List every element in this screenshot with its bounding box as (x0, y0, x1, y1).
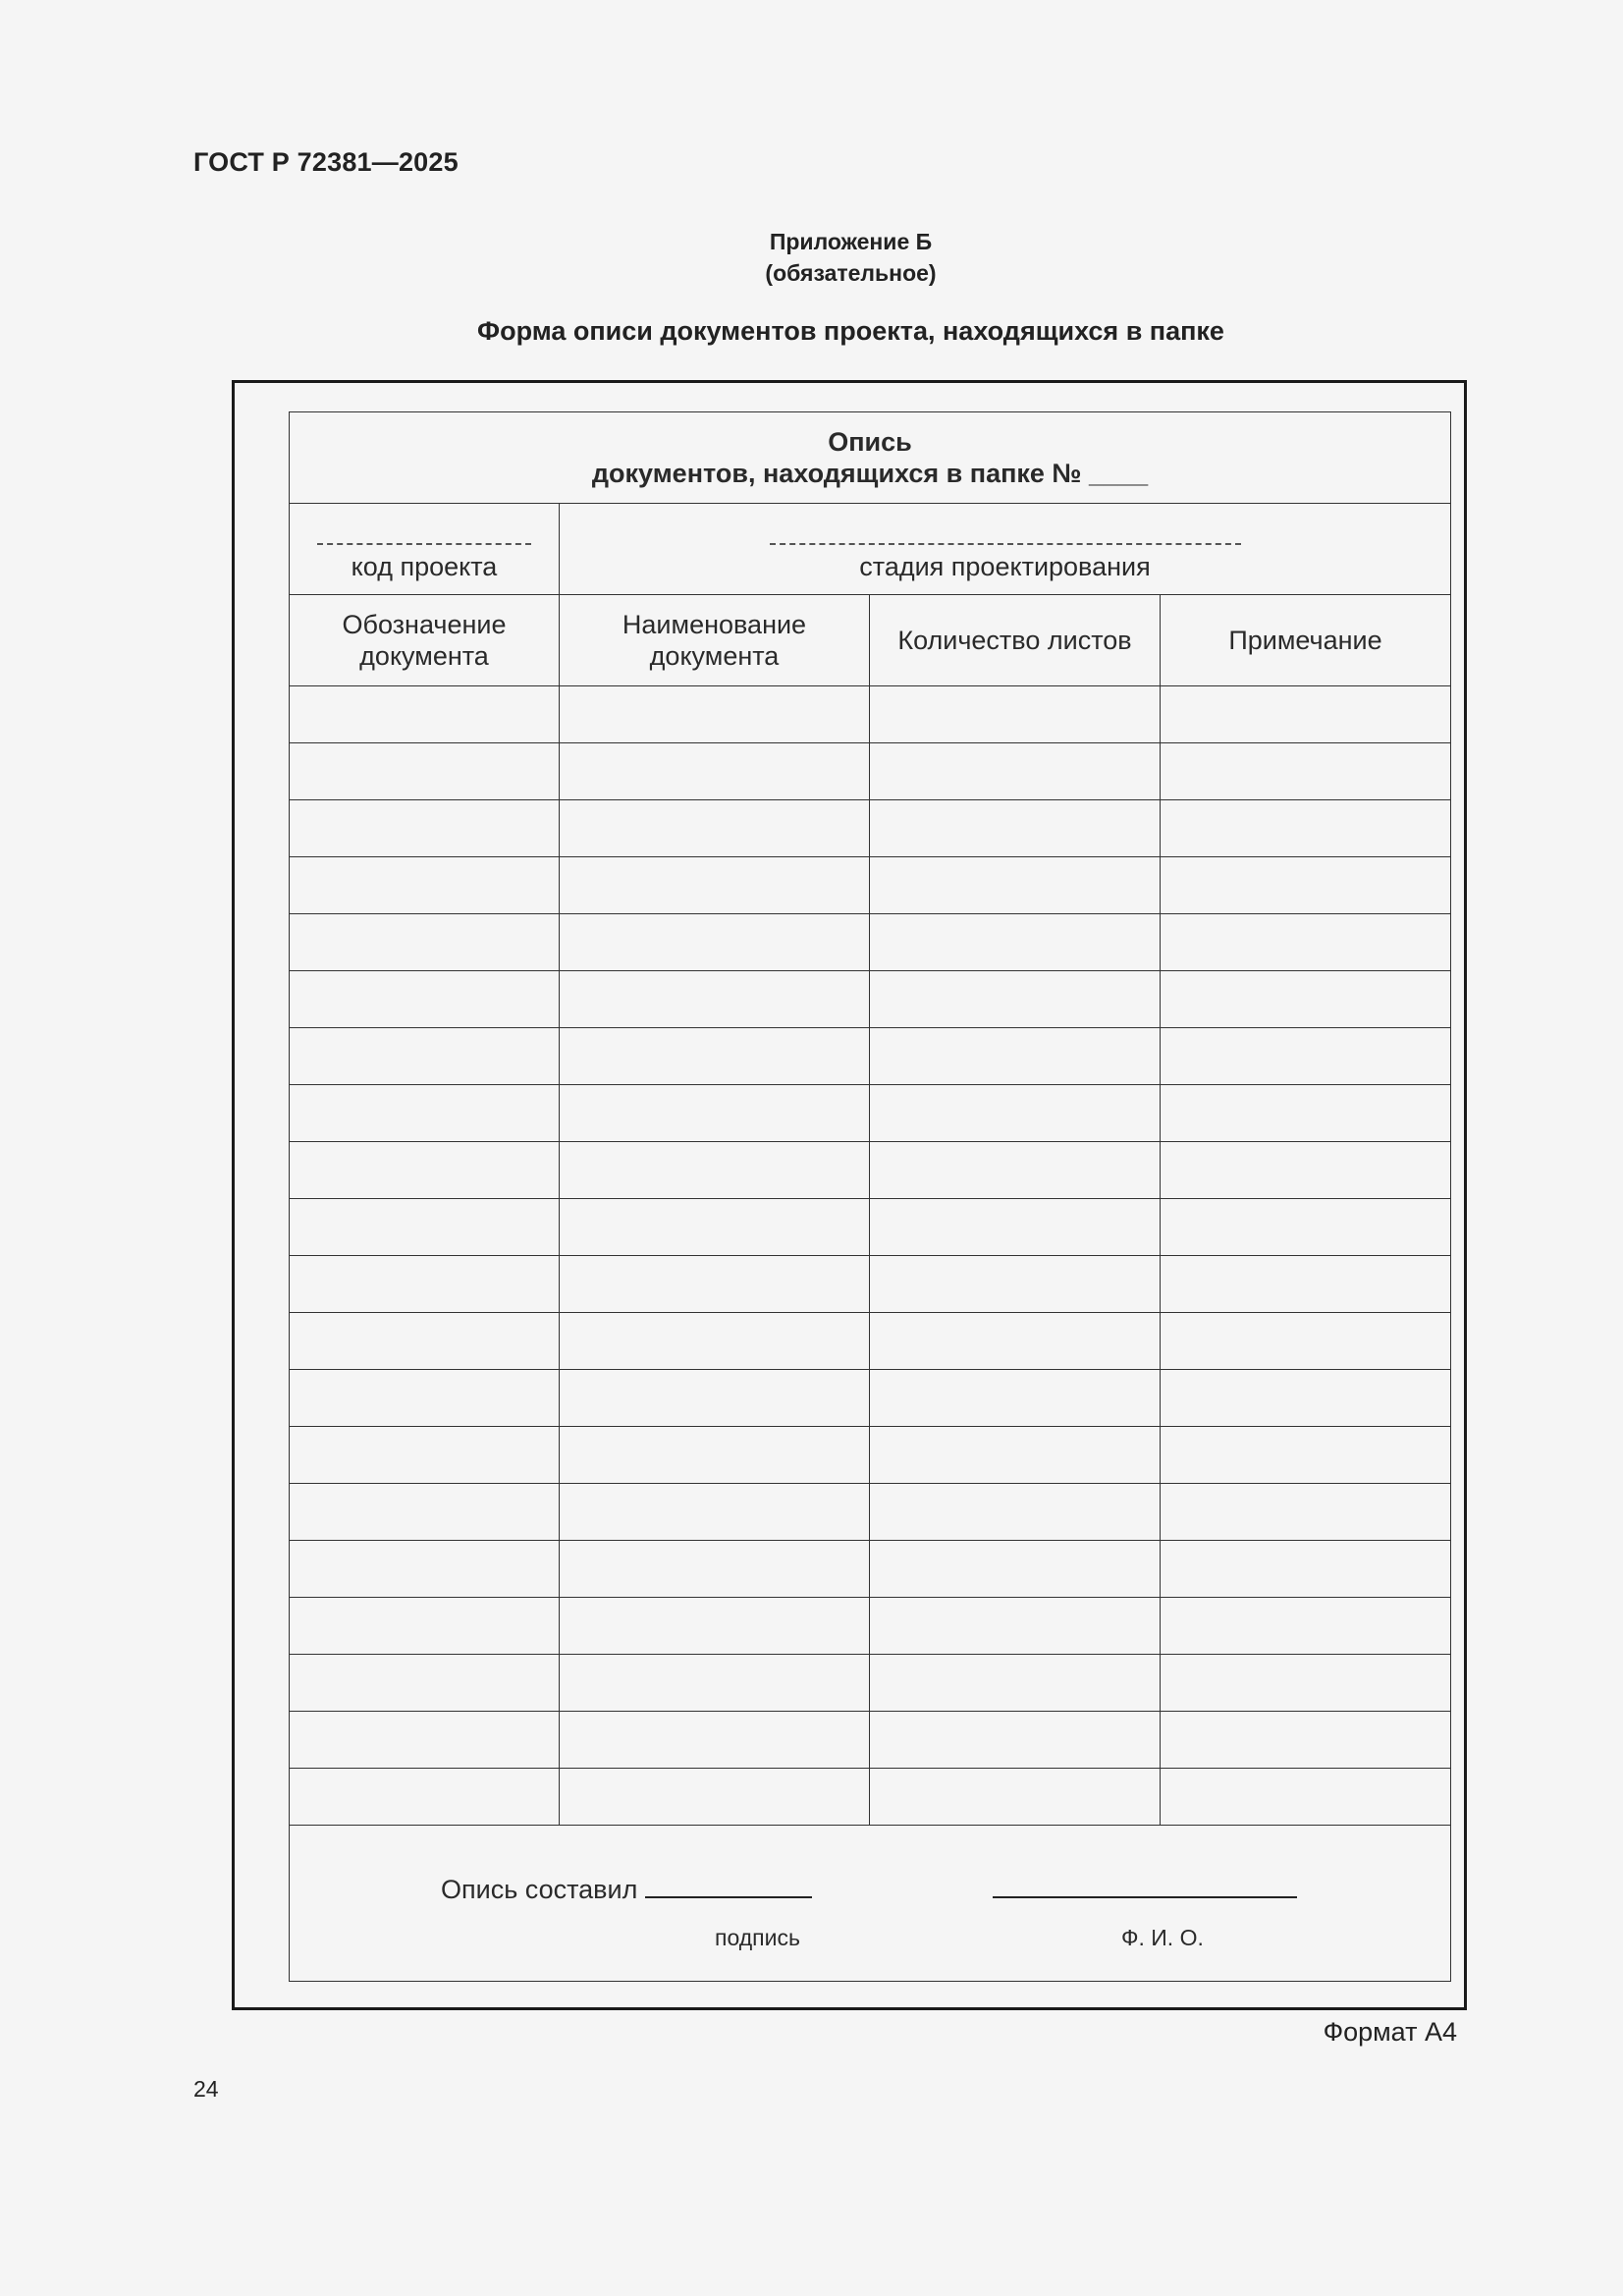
cell-remarks (1161, 743, 1451, 800)
cell-name (560, 857, 870, 914)
table-row (290, 857, 1451, 914)
cell-sheets (870, 743, 1161, 800)
table-row (290, 800, 1451, 857)
cell-remarks (1161, 1541, 1451, 1598)
table-row (290, 914, 1451, 971)
project-meta-row (290, 504, 1451, 595)
design-stage-blank (770, 543, 1241, 545)
table-row (290, 1712, 1451, 1769)
project-code-blank (317, 543, 531, 545)
cell-name (560, 1313, 870, 1370)
cell-sheets (870, 1427, 1161, 1484)
signature-cell (290, 1826, 1451, 1982)
cell-sheets (870, 1484, 1161, 1541)
cell-designation (290, 1199, 560, 1256)
cell-sheets (870, 1256, 1161, 1313)
full-name-field (993, 1873, 1297, 1905)
table-row (290, 1085, 1451, 1142)
column-header-remarks: Примечание (1161, 595, 1451, 686)
design-stage-cell (560, 504, 1451, 595)
table-row (290, 1598, 1451, 1655)
cell-designation (290, 1484, 560, 1541)
cell-sheets (870, 1313, 1161, 1370)
table-row (290, 1370, 1451, 1427)
paper-format: Формат А4 (1323, 2017, 1457, 2047)
cell-name (560, 686, 870, 743)
cell-name (560, 1484, 870, 1541)
cell-name (560, 800, 870, 857)
page-number: 24 (193, 2076, 219, 2102)
cell-sheets (870, 914, 1161, 971)
cell-designation (290, 1655, 560, 1712)
cell-name (560, 1142, 870, 1199)
cell-name (560, 1256, 870, 1313)
cell-designation (290, 857, 560, 914)
cell-sheets (870, 1769, 1161, 1826)
cell-remarks (1161, 1427, 1451, 1484)
column-header-name: Наименование документа (560, 595, 870, 686)
compiled-by-label: Опись составил (441, 1875, 638, 1904)
table-row (290, 1199, 1451, 1256)
cell-remarks (1161, 971, 1451, 1028)
cell-designation (290, 1712, 560, 1769)
cell-sheets (870, 1199, 1161, 1256)
table-row (290, 1313, 1451, 1370)
table-row (290, 686, 1451, 743)
cell-name (560, 1541, 870, 1598)
cell-sheets (870, 1085, 1161, 1142)
cell-name (560, 1028, 870, 1085)
table-row (290, 1769, 1451, 1826)
cell-name (560, 1598, 870, 1655)
appendix-heading (0, 226, 1623, 289)
cell-designation (290, 971, 560, 1028)
cell-remarks (1161, 1484, 1451, 1541)
compiled-by (441, 1873, 812, 1905)
cell-name (560, 1199, 870, 1256)
cell-designation (290, 1769, 560, 1826)
inventory-title-line2: документов, находящихся в папке № ____ (591, 459, 1149, 488)
table-row (290, 971, 1451, 1028)
cell-sheets (870, 1712, 1161, 1769)
full-name-line (993, 1873, 1297, 1898)
cell-name (560, 1427, 870, 1484)
cell-designation (290, 743, 560, 800)
cell-sheets (870, 686, 1161, 743)
cell-name (560, 971, 870, 1028)
cell-sheets (870, 1028, 1161, 1085)
column-header-designation: Обозначение документа (290, 595, 560, 686)
cell-designation (290, 1313, 560, 1370)
cell-remarks (1161, 1769, 1451, 1826)
cell-remarks (1161, 1598, 1451, 1655)
table-row (290, 1484, 1451, 1541)
table-row (290, 1256, 1451, 1313)
cell-name (560, 1655, 870, 1712)
cell-sheets (870, 971, 1161, 1028)
cell-designation (290, 1370, 560, 1427)
cell-name (560, 1085, 870, 1142)
cell-designation (290, 1028, 560, 1085)
cell-remarks (1161, 914, 1451, 971)
cell-remarks (1161, 686, 1451, 743)
column-header-row (290, 595, 1451, 686)
table-row (290, 1655, 1451, 1712)
form-title: Форма описи документов проекта, находящихся в папке (477, 316, 1224, 346)
table-row (290, 1541, 1451, 1598)
signature-row (290, 1826, 1451, 1982)
cell-name (560, 1370, 870, 1427)
table-row (290, 1427, 1451, 1484)
cell-designation (290, 914, 560, 971)
appendix-status: (обязательное) (765, 260, 937, 286)
cell-designation (290, 1085, 560, 1142)
inventory-table (289, 411, 1451, 1982)
cell-remarks (1161, 1199, 1451, 1256)
cell-name (560, 743, 870, 800)
full-name-caption: Ф. И. О. (1121, 1925, 1204, 1950)
cell-designation (290, 1256, 560, 1313)
cell-designation (290, 686, 560, 743)
cell-remarks (1161, 1712, 1451, 1769)
cell-sheets (870, 1541, 1161, 1598)
cell-designation (290, 1541, 560, 1598)
cell-sheets (870, 800, 1161, 857)
cell-remarks (1161, 1313, 1451, 1370)
cell-remarks (1161, 857, 1451, 914)
cell-sheets (870, 857, 1161, 914)
table-row (290, 1142, 1451, 1199)
cell-remarks (1161, 1370, 1451, 1427)
cell-name (560, 1769, 870, 1826)
inventory-title-row (290, 412, 1451, 504)
table-row (290, 743, 1451, 800)
cell-remarks (1161, 1655, 1451, 1712)
cell-designation (290, 1427, 560, 1484)
cell-designation (290, 1598, 560, 1655)
cell-sheets (870, 1598, 1161, 1655)
appendix-label: Приложение Б (769, 229, 933, 254)
cell-name (560, 914, 870, 971)
project-code-caption: код проекта (351, 552, 498, 581)
project-code-cell (290, 504, 560, 595)
design-stage-caption: стадия проектирования (859, 552, 1151, 581)
cell-remarks (1161, 1028, 1451, 1085)
cell-designation (290, 800, 560, 857)
cell-sheets (870, 1370, 1161, 1427)
inventory-title (290, 412, 1451, 504)
cell-remarks (1161, 800, 1451, 857)
signature-caption: подпись (715, 1925, 800, 1950)
cell-remarks (1161, 1142, 1451, 1199)
cell-sheets (870, 1655, 1161, 1712)
standard-designation: ГОСТ Р 72381—2025 (193, 147, 459, 177)
cell-sheets (870, 1142, 1161, 1199)
table-row (290, 1028, 1451, 1085)
inventory-title-line1: Опись (828, 427, 912, 457)
cell-name (560, 1712, 870, 1769)
cell-designation (290, 1142, 560, 1199)
signature-line (645, 1873, 812, 1898)
cell-remarks (1161, 1256, 1451, 1313)
cell-remarks (1161, 1085, 1451, 1142)
column-header-sheets: Количество листов (870, 595, 1161, 686)
